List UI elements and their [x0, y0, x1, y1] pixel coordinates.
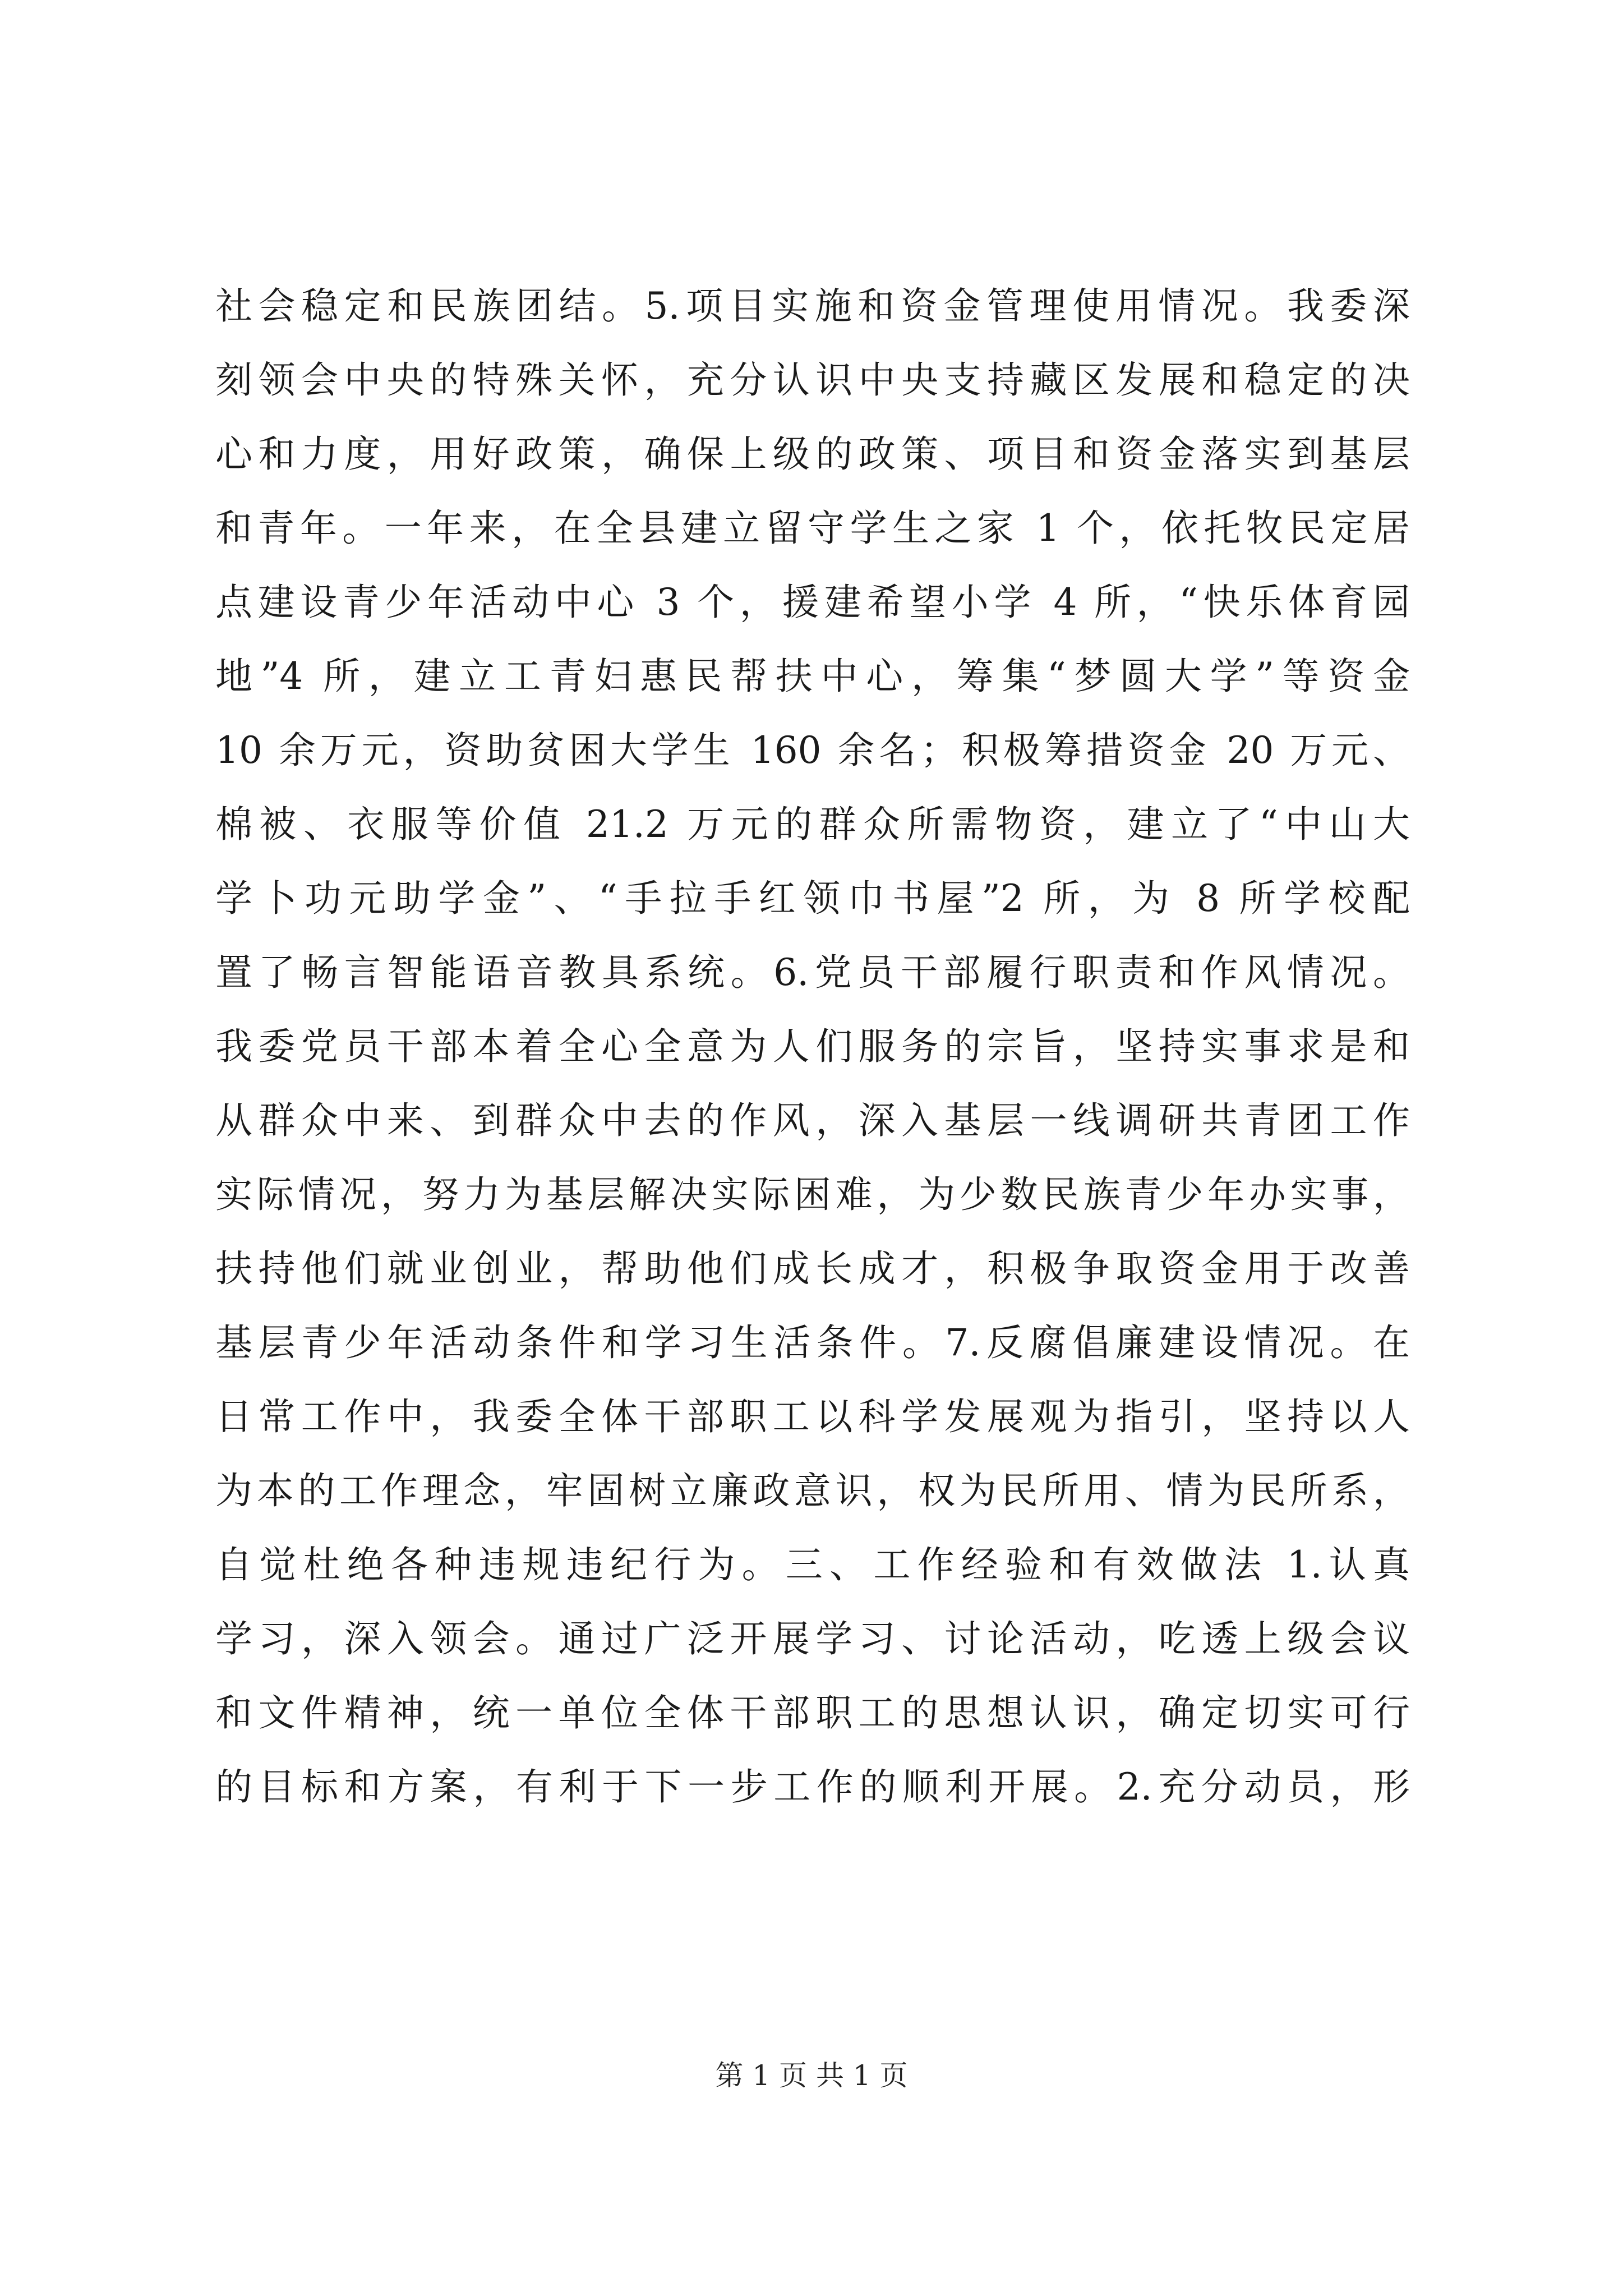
text-line: 和青年。一年来，在全县建立留守学生之家 1 个，依托牧民定居: [215, 507, 1410, 550]
text-line: 点建设青少年活动中心 3 个，援建希望小学 4 所，“快乐体育园: [215, 581, 1410, 624]
text-line: 心和力度，用好政策，确保上级的政策、项目和资金落实到基层: [215, 432, 1410, 476]
text-line: 扶持他们就业创业，帮助他们成长成才，积极争取资金用于改善: [215, 1247, 1410, 1290]
text-line: 从群众中来、到群众中去的作风，深入基层一线调研共青团工作: [215, 1099, 1410, 1142]
document-body: [215, 269, 1410, 1824]
text-line: 学习，深入领会。通过广泛开展学习、讨论活动，吃透上级会议: [215, 1617, 1410, 1660]
text-line: 我委党员干部本着全心全意为人们服务的宗旨，坚持实事求是和: [215, 1025, 1410, 1068]
text-line: 实际情况，努力为基层解决实际困难，为少数民族青少年办实事，: [215, 1173, 1410, 1216]
text-line: 学卜功元助学金”、“手拉手红领巾书屋”2 所，为 8 所学校配: [215, 877, 1410, 920]
text-line: 地”4 所，建立工青妇惠民帮扶中心，筹集“梦圆大学”等资金: [215, 655, 1410, 698]
text-line: 10 余万元，资助贫困大学生 160 余名；积极筹措资金 20 万元、: [215, 729, 1410, 772]
text-line: 社会稳定和民族团结。5.项目实施和资金管理使用情况。我委深: [215, 284, 1410, 328]
text-line: 基层青少年活动条件和学习生活条件。7.反腐倡廉建设情况。在: [215, 1321, 1410, 1364]
text-line: 置了畅言智能语音教具系统。6.党员干部履行职责和作风情况。: [215, 951, 1410, 994]
text-line: 日常工作中，我委全体干部职工以科学发展观为指引，坚持以人: [215, 1395, 1410, 1438]
text-line: 棉被、衣服等价值 21.2 万元的群众所需物资，建立了“中山大: [215, 803, 1410, 846]
text-line: 的目标和方案，有利于下一步工作的顺利开展。2.充分动员，形: [215, 1765, 1410, 1809]
text-line: 和文件精神，统一单位全体干部职工的思想认识，确定切实可行: [215, 1691, 1410, 1734]
text-line: 自觉杜绝各种违规违纪行为。三、工作经验和有效做法 1.认真: [215, 1543, 1410, 1586]
text-line: 为本的工作理念，牢固树立廉政意识，权为民所用、情为民所系，: [215, 1469, 1410, 1512]
page-number-footer: 第 1 页 共 1 页: [715, 2059, 908, 2092]
text-line: 刻领会中央的特殊关怀，充分认识中央支持藏区发展和稳定的决: [215, 358, 1410, 402]
